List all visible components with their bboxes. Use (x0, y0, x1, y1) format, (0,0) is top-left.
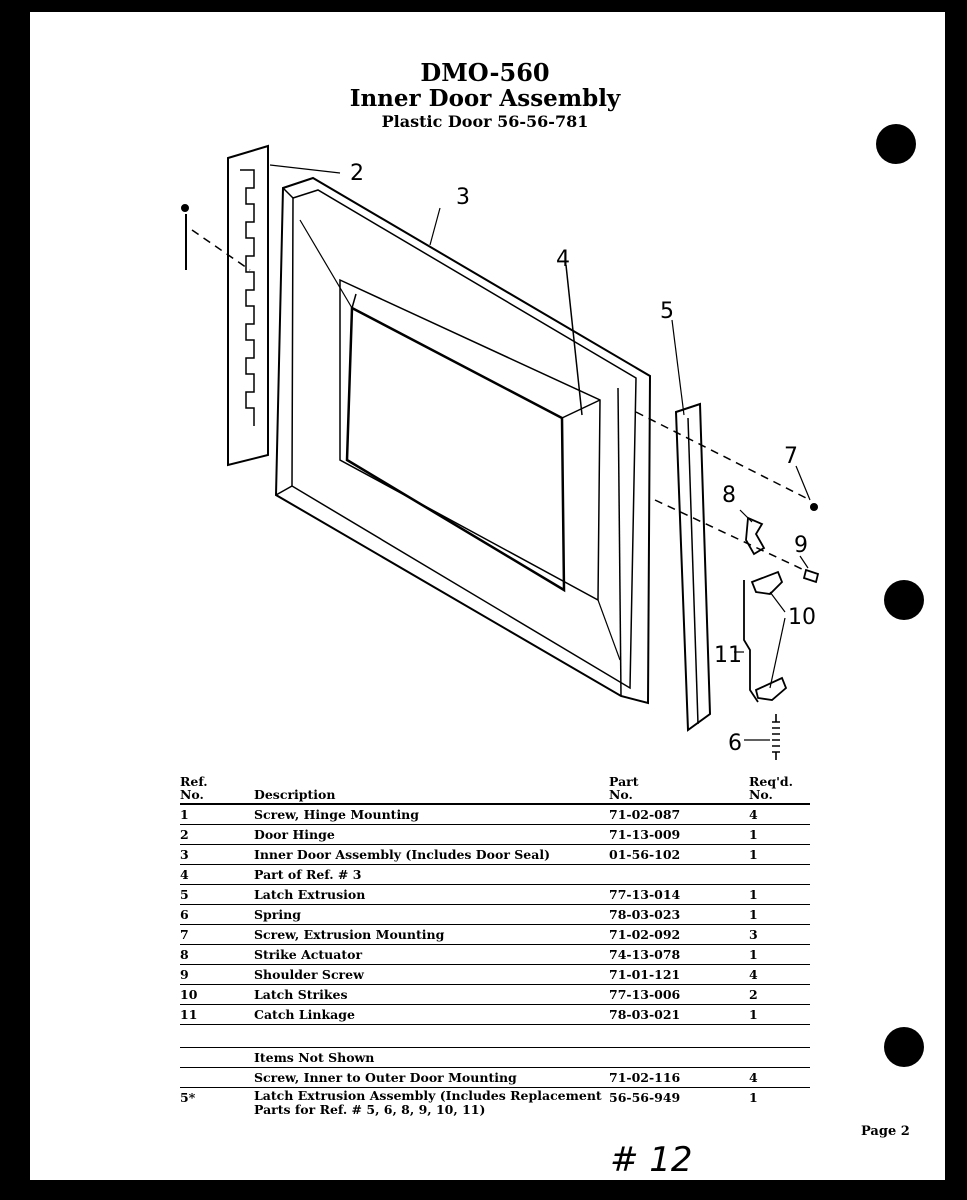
callout-label: 6 (728, 731, 742, 756)
model-title: DMO-560 (420, 58, 550, 87)
catch-linkage-part (744, 580, 758, 702)
callout-label: 2 (350, 161, 364, 186)
table-row: 9 Shoulder Screw 71-01-121 4 (180, 965, 810, 985)
table-row: 3 Inner Door Assembly (Includes Door Seal) 01-56-102 1 (180, 845, 810, 865)
door-hinge-part (228, 146, 268, 465)
table-row: 11 Catch Linkage 78-03-021 1 (180, 1005, 810, 1025)
table-row: 4 Part of Ref. # 3 (180, 865, 810, 885)
door-subtitle: Plastic Door 56-56-781 (381, 112, 589, 131)
page-number: Page 2 (861, 1124, 910, 1139)
extrusion-screw-part (811, 504, 817, 510)
table-header-row (180, 775, 810, 804)
inner-door-frame-part (276, 178, 650, 703)
not-shown-heading: Items Not Shown (254, 1048, 609, 1068)
table-spacer-row (180, 1025, 810, 1048)
parts-list-table (180, 775, 810, 1118)
ref-column-header: Ref. No. (180, 775, 254, 804)
table-row: 6 Spring 78-03-023 1 (180, 905, 810, 925)
table-row: 8 Strike Actuator 74-13-078 1 (180, 945, 810, 965)
callout-label: 7 (784, 444, 798, 469)
not-shown-heading-row (180, 1048, 810, 1068)
assembly-title: Inner Door Assembly (349, 85, 621, 112)
callout-label: 5 (660, 299, 674, 324)
table-row: 7 Screw, Extrusion Mounting 71-02-092 3 (180, 925, 810, 945)
spring-part (772, 714, 780, 760)
callout-label: 4 (556, 247, 570, 272)
callout-label: 11 (714, 643, 742, 668)
table-row: 5 Latch Extrusion 77-13-014 1 (180, 885, 810, 905)
table-row: 5* Latch Extrusion Assembly (Includes Replacement Parts for Ref. # 5, 6, 8, 9, 10, 11) 56-56-949 1 (180, 1088, 758, 1117)
callout-label: 9 (794, 533, 808, 558)
table-row: 2 Door Hinge 71-13-009 1 (180, 825, 810, 845)
callout-label: 3 (456, 185, 470, 210)
description-column-header: Description (254, 775, 609, 804)
latch-strike-part (752, 572, 782, 594)
hinge-screw-part (182, 205, 188, 270)
callout-label: 8 (722, 483, 736, 508)
table-row: 1 Screw, Hinge Mounting 71-02-087 4 (180, 804, 810, 825)
table-row: Screw, Inner to Outer Door Mounting 71-02-116 4 (180, 1068, 810, 1088)
part-column-header: Part No. (609, 775, 749, 804)
strike-actuator-part (746, 518, 764, 554)
shoulder-screw-part (804, 570, 818, 582)
required-column-header: Req'd. No. (749, 775, 810, 804)
callout-label: 10 (788, 605, 816, 630)
latch-extrusion-part (676, 404, 710, 730)
table-row: 10 Latch Strikes 77-13-006 2 (180, 985, 810, 1005)
handwritten-note: # 12 (610, 1140, 693, 1180)
